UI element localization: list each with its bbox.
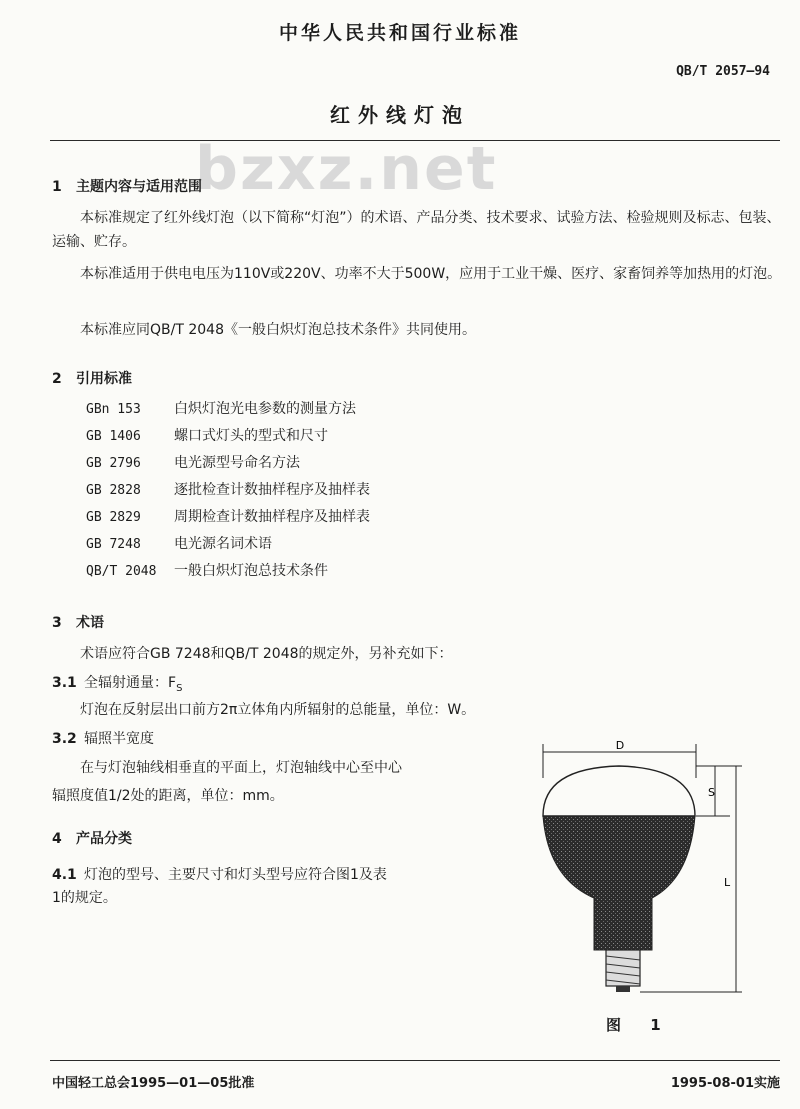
figure-caption: 图 1: [606, 1016, 673, 1034]
lamp-front-dome: [543, 766, 695, 816]
reference-code: GB 1406: [86, 429, 141, 444]
reference-code: GB 7248: [86, 537, 141, 552]
term-3-1-definition: 灯泡在反射层出口前方2π立体角内所辐射的总能量，单位：W。: [80, 702, 476, 718]
reference-row: [86, 504, 370, 531]
section-1-paragraph-2: 本标准适用于供电电压为110V或220V、功率不大于500W，应用于工业干燥、医疗、家畜饲养等加热用的灯泡。: [80, 266, 782, 282]
reference-name: 螺口式灯头的型式和尺寸: [174, 428, 328, 444]
section-4-heading: [52, 828, 132, 848]
clause-text: 灯泡的型号、主要尺寸和灯头型号应符合图1及表: [84, 867, 387, 883]
section-number: 1: [52, 179, 62, 195]
standard-category-title: 中华人民共和国行业标准: [278, 22, 521, 44]
reference-row: [86, 423, 328, 450]
term-3-2-definition-line-2: 辐照度值1/2处的距离，单位：mm。: [52, 788, 284, 804]
reference-row: [86, 531, 272, 558]
term-title-subscript: S: [176, 682, 183, 694]
section-3-heading: [52, 612, 104, 632]
term-title: 全辐射通量：F: [84, 675, 177, 691]
reference-row: [86, 450, 300, 477]
reference-name: 电光源名词术语: [174, 536, 272, 552]
reference-name: 白炽灯泡光电参数的测量方法: [174, 401, 356, 417]
footer-rule: [50, 1060, 780, 1061]
clause-number: 4.1: [52, 867, 77, 883]
reference-code: GB 2828: [86, 483, 141, 498]
reference-code: GB 2829: [86, 510, 141, 525]
section-title: 术语: [76, 615, 104, 631]
reference-name: 一般白炽灯泡总技术条件: [174, 563, 328, 579]
section-number: 3: [52, 615, 62, 631]
section-1-paragraph-1: 本标准规定了红外线灯泡（以下简称“灯泡”）的术语、产品分类、技术要求、试验方法、检验规则及标志、包装、运输、贮存。: [52, 210, 781, 250]
dimension-l-label: L: [724, 876, 731, 889]
implementation-date: 1995-08-01实施: [670, 1076, 780, 1091]
reference-name: 逐批检查计数抽样程序及抽样表: [174, 482, 370, 498]
section-1-heading: [52, 176, 202, 196]
standard-code: QB/T 2057—94: [676, 64, 770, 79]
lamp-contact: [616, 986, 630, 992]
section-1-paragraph-3: 本标准应同QB/T 2048《一般白炽灯泡总技术条件》共同使用。: [80, 322, 476, 338]
watermark: bzxz.net: [195, 134, 498, 204]
reference-code: QB/T 2048: [86, 564, 157, 579]
lamp-figure: [540, 738, 750, 1000]
clause-4-1-line-2: 1的规定。: [52, 890, 117, 906]
reference-name: 周期检查计数抽样程序及抽样表: [174, 509, 370, 525]
section-number: 4: [52, 831, 62, 847]
section-number: 2: [52, 371, 62, 387]
reference-code: GBn 153: [86, 402, 141, 417]
section-title: 主题内容与适用范围: [76, 179, 202, 195]
reference-row: [86, 396, 356, 423]
reference-row: [86, 558, 328, 585]
reference-name: 电光源型号命名方法: [174, 455, 300, 471]
reference-code: GB 2796: [86, 456, 141, 471]
clause-4-1-line-1: [52, 864, 387, 884]
reference-row: [86, 477, 370, 504]
term-3-2-heading: [52, 728, 154, 748]
term-number: 3.1: [52, 675, 77, 691]
term-3-2-definition-line-1: 在与灯泡轴线相垂直的平面上，灯泡轴线中心至中心: [80, 760, 402, 776]
section-title: 引用标准: [76, 371, 132, 387]
section-title: 产品分类: [76, 831, 132, 847]
approval-line: 中国轻工总会1995—01—05批准: [52, 1076, 255, 1091]
section-3-intro: 术语应符合GB 7248和QB/T 2048的规定外，另补充如下：: [80, 646, 453, 662]
dimension-d-label: D: [615, 739, 625, 752]
section-2-heading: [52, 368, 132, 388]
term-3-1-heading: [52, 672, 182, 694]
dimension-s-label: S: [708, 786, 715, 799]
lamp-reflector-body: [543, 816, 695, 950]
term-title: 辐照半宽度: [84, 731, 154, 747]
document-title: 红外线灯泡: [330, 103, 470, 127]
term-number: 3.2: [52, 731, 77, 747]
